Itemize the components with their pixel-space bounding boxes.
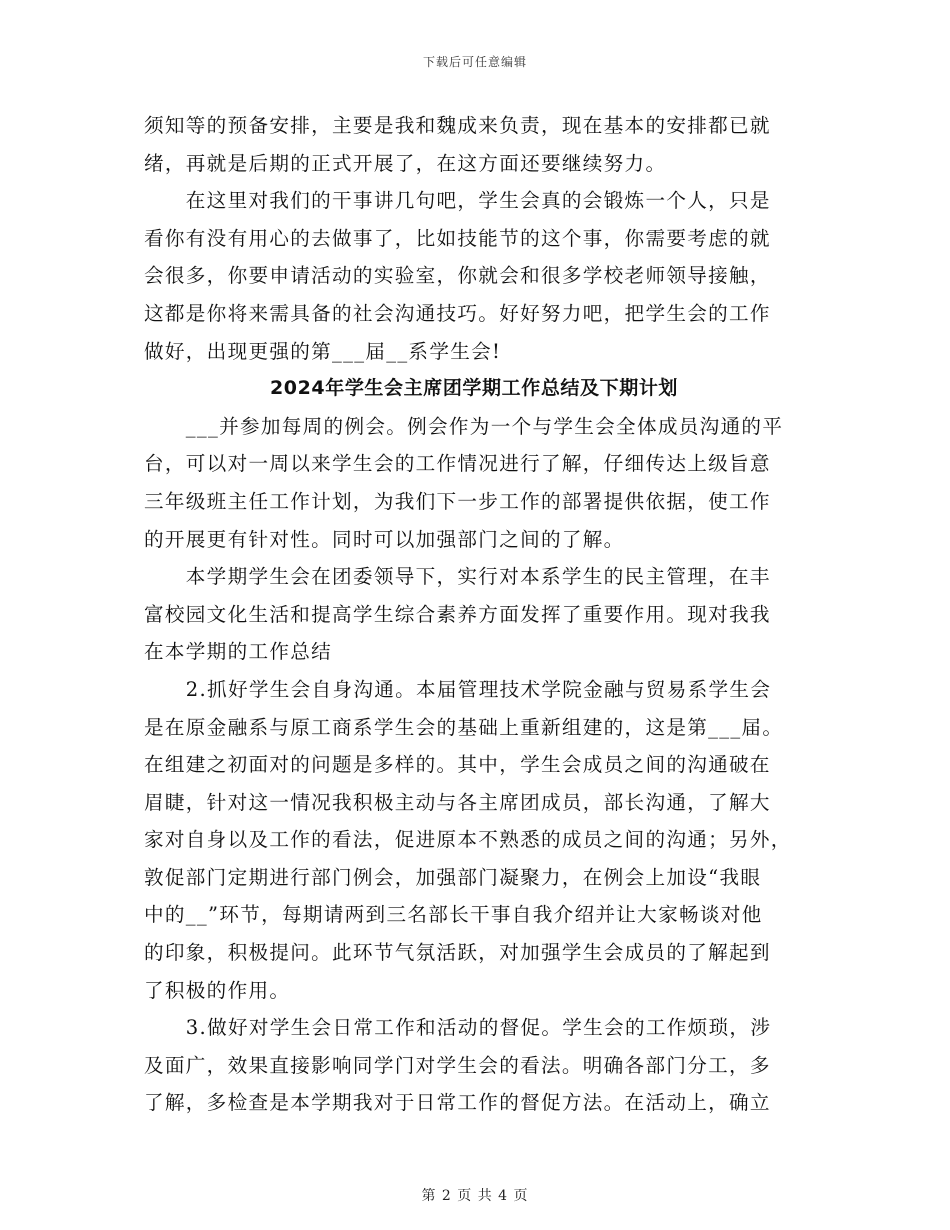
paragraph-line: 在组建之初面对的问题是多样的。其中，学生会成员之间的沟通破在: [144, 753, 771, 777]
paragraph-line: 中的__”环节，每期请两到三名部长干事自我介绍并让大家畅谈对他: [144, 903, 763, 927]
paragraph-line: 是在原金融系与原工商系学生会的基础上重新组建的，这是第___届。: [144, 715, 784, 739]
paragraph-line: 看你有没有用心的去做事了，比如技能节的这个事，你需要考虑的就: [144, 226, 771, 250]
paragraph-line: 及面广，效果直接影响同学门对学生会的看法。明确各部门分工，多: [144, 1053, 771, 1077]
paragraph-line: 3.做好对学生会日常工作和活动的督促。学生会的工作烦琐，涉: [144, 1016, 772, 1040]
paragraph-line: 的开展更有针对性。同时可以加强部门之间的了解。: [144, 527, 625, 551]
paragraph-line: 这都是你将来需具备的社会沟通技巧。好好努力吧，把学生会的工作: [144, 301, 771, 325]
document-body: [144, 107, 804, 1122]
paragraph-line: 眉睫，针对这一情况我积极主动与各主席团成员，部长沟通，了解大: [144, 790, 771, 814]
paragraph-line: 家对自身以及工作的看法，促进原本不熟悉的成员之间的沟通；另外，: [144, 828, 792, 852]
paragraph-line: 做好，出现更强的第___届__系学生会!: [144, 339, 502, 363]
section-title: 2024年学生会主席团学期工作总结及下期计划: [269, 377, 679, 400]
paragraph-line: 敦促部门定期进行部门例会，加强部门凝聚力，在例会上加设“我眼: [144, 865, 762, 889]
paragraph-line: 绪，再就是后期的正式开展了，在这方面还要继续努力。: [144, 151, 667, 175]
paragraph-line: 须知等的预备安排，主要是我和魏成来负责，现在基本的安排都已就: [144, 114, 771, 137]
header-note: 下载后可任意编辑: [422, 55, 527, 69]
paragraph-line: 了解，多检查是本学期我对于日常工作的督促方法。在活动上，确立: [144, 1091, 771, 1115]
paragraph-line: 2.抓好学生会自身沟通。本届管理技术学院金融与贸易系学生会: [144, 677, 772, 701]
paragraph-line: 在这里对我们的干事讲几句吧，学生会真的会锻炼一个人，只是: [144, 189, 771, 213]
paragraph-line: 三年级班主任工作计划，为我们下一步工作的部署提供依据，使工作: [144, 489, 771, 513]
paragraph-line: 富校园文化生活和提高学生综合素养方面发挥了重要作用。现对我我: [144, 602, 771, 626]
paragraph-line: 会很多，你要申请活动的实验室，你就会和很多学校老师领导接触，: [144, 264, 771, 288]
paragraph-line: 了积极的作用。: [144, 978, 291, 1002]
paragraph-line: 本学期学生会在团委领导下，实行对本系学生的民主管理，在丰: [144, 565, 771, 589]
page-number: 第 2 页 共 4 页: [421, 1188, 529, 1204]
paragraph-line: 在本学期的工作总结: [144, 640, 333, 664]
paragraph-line: ___并参加每周的例会。例会作为一个与学生会全体成员沟通的平: [144, 414, 784, 438]
paragraph-line: 的印象，积极提问。此环节气氛活跃，对加强学生会成员的了解起到: [144, 941, 771, 965]
paragraph-line: 台，可以对一周以来学生会的工作情况进行了解，仔细传达上级旨意: [144, 452, 771, 476]
